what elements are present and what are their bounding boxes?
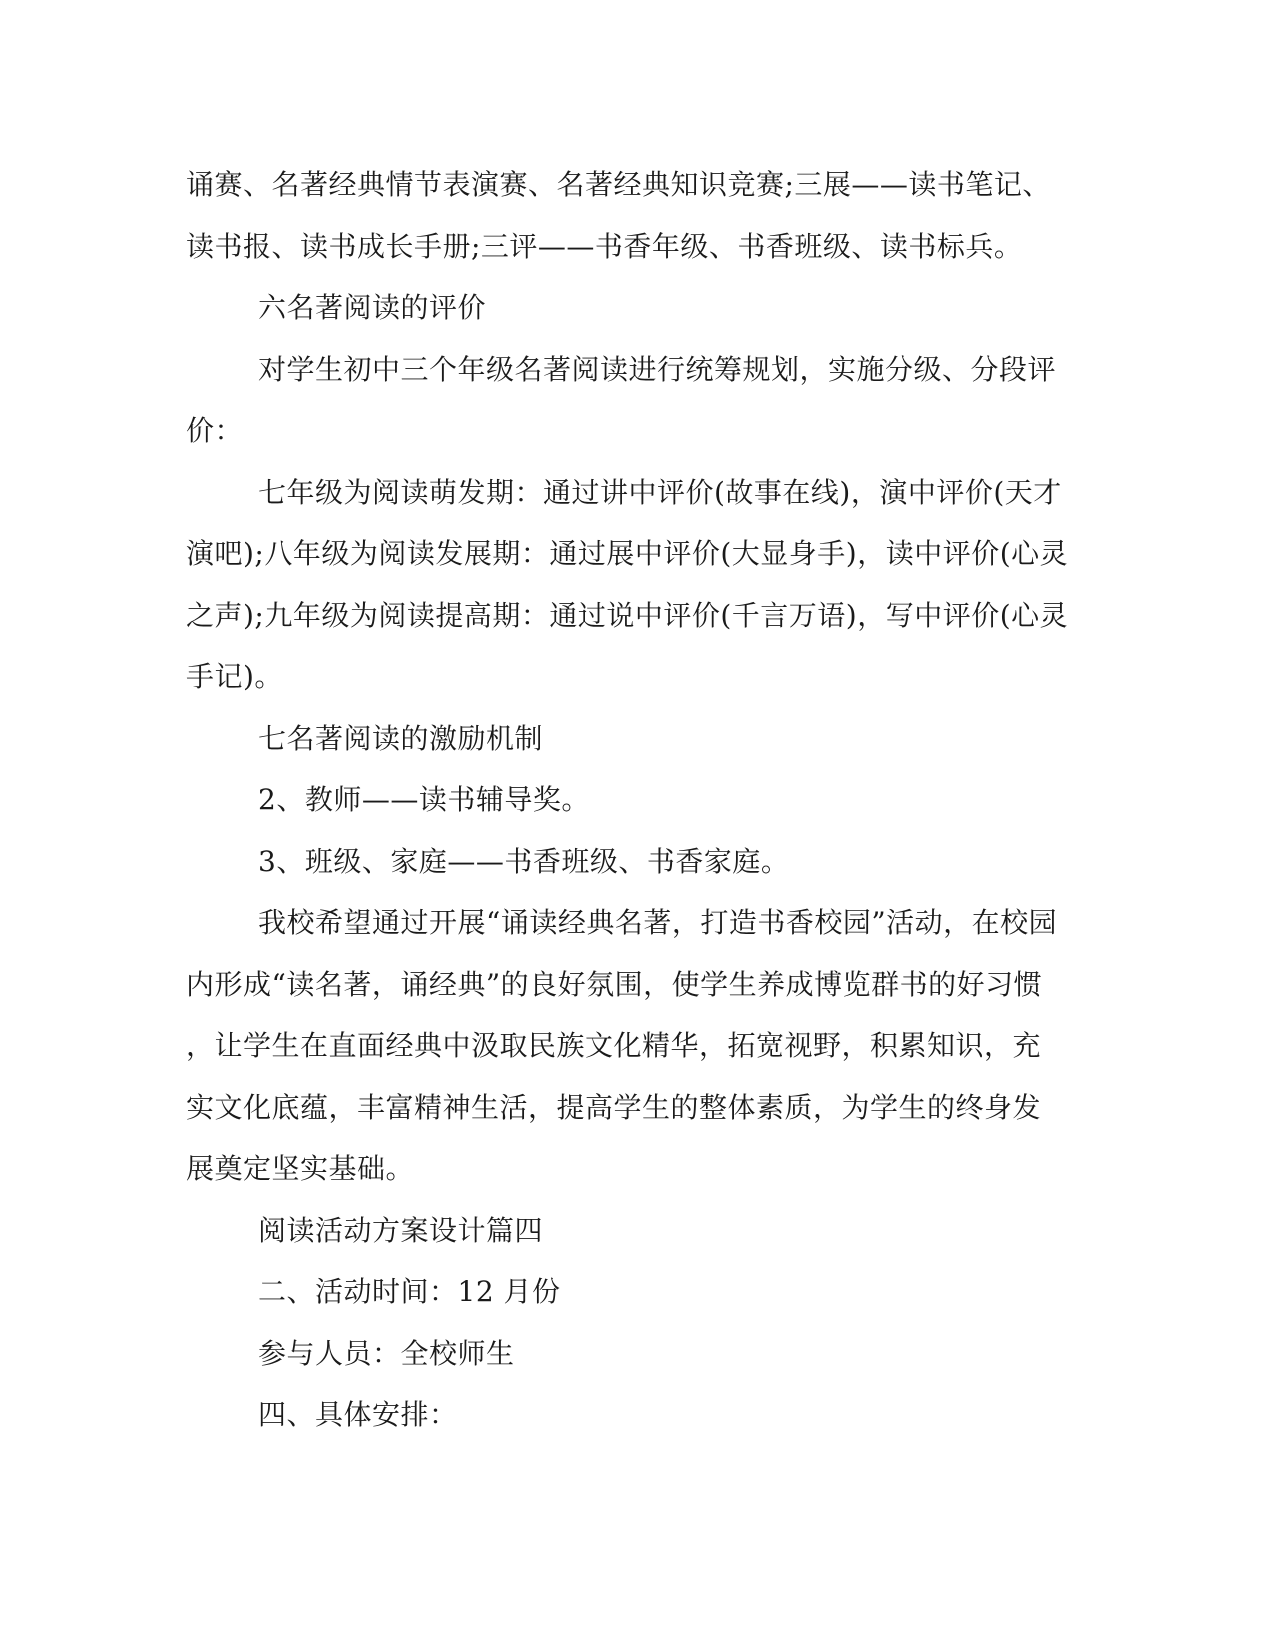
- text-line: [0, 1086, 1275, 1130]
- text-line: [0, 1270, 1275, 1314]
- list-item-text: 3、班级、家庭——书香班级、书香家庭。: [258, 845, 790, 878]
- section-heading-text: 阅读活动方案设计篇四: [258, 1214, 544, 1247]
- text-line-content: 四、具体安排：: [258, 1398, 458, 1431]
- text-line-content: 参与人员：全校师生: [258, 1337, 515, 1370]
- text-line-content: ，让学生在直面经典中汲取民族文化精华，拓宽视野，积累知识，充: [186, 1029, 1042, 1062]
- text-line: [0, 963, 1275, 1007]
- section-heading: [0, 1209, 1275, 1253]
- text-line: [0, 409, 1275, 453]
- text-line: [0, 1393, 1275, 1437]
- text-line-content: 内形成“读名著，诵经典”的良好氛围，使学生养成博览群书的好习惯: [186, 968, 1043, 1001]
- list-item-text: 2、教师——读书辅导奖。: [258, 783, 590, 816]
- text-line-content: 对学生初中三个年级名著阅读进行统筹规划，实施分级、分段评: [258, 353, 1057, 386]
- text-line: [0, 1332, 1275, 1376]
- text-line-content: 手记)。: [186, 660, 283, 693]
- text-line-content: 之声);九年级为阅读提高期：通过说中评价(千言万语)，写中评价(心灵: [186, 599, 1069, 632]
- text-line: [0, 655, 1275, 699]
- section-heading-text: 六名著阅读的评价: [258, 291, 487, 324]
- section-heading: [0, 717, 1275, 761]
- text-line: [0, 348, 1275, 392]
- text-line-content: 诵赛、名著经典情节表演赛、名著经典知识竞赛;三展——读书笔记、: [186, 168, 1051, 201]
- text-line-content: 读书报、读书成长手册;三评——书香年级、书香班级、读书标兵。: [186, 230, 1023, 263]
- text-line-content: 展奠定坚实基础。: [186, 1152, 415, 1185]
- text-line-content: 实文化底蕴，丰富精神生活，提高学生的整体素质，为学生的终身发: [186, 1091, 1042, 1124]
- text-line-content: 演吧);八年级为阅读发展期：通过展中评价(大显身手)，读中评价(心灵: [186, 537, 1069, 570]
- text-line: [0, 163, 1275, 207]
- text-line-content: 价：: [186, 414, 244, 447]
- text-line: [0, 471, 1275, 515]
- text-line: [0, 532, 1275, 576]
- text-line: [0, 1024, 1275, 1068]
- section-heading-text: 七名著阅读的激励机制: [258, 722, 544, 755]
- list-item: [0, 778, 1275, 822]
- text-line: [0, 901, 1275, 945]
- text-line: [0, 594, 1275, 638]
- text-line: [0, 1147, 1275, 1191]
- section-heading: [0, 286, 1275, 330]
- text-line-content: 七年级为阅读萌发期：通过讲中评价(故事在线)，演中评价(天才: [258, 476, 1062, 509]
- text-line: [0, 225, 1275, 269]
- list-item: [0, 840, 1275, 884]
- text-line-content: 二、活动时间：12 月份: [258, 1275, 561, 1308]
- text-line-content: 我校希望通过开展“诵读经典名著，打造书香校园”活动，在校园: [258, 906, 1058, 939]
